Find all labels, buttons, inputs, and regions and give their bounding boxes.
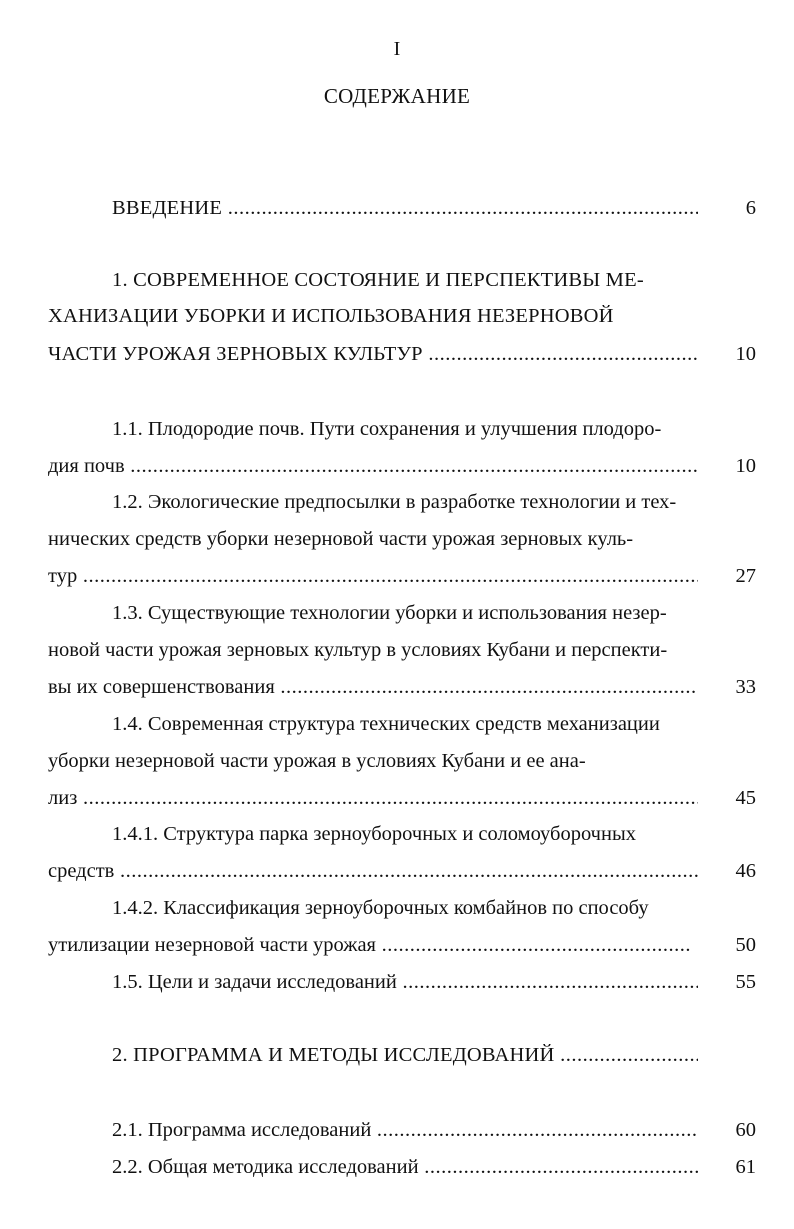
toc-entry-title: 2. ПРОГРАММА И МЕТОДЫ ИССЛЕДОВАНИЙ ..... — [112, 1040, 698, 1070]
toc-entry-title-line: 1.4.2. Классификация зерноуборочных комбайнов по способу — [112, 897, 649, 919]
toc-entry-title: средств ..... — [48, 856, 698, 886]
toc-entry-title-line: 1.4. Современная структура технических средств механизации — [112, 713, 660, 735]
toc-heading: СОДЕРЖАНИЕ — [323, 84, 471, 108]
toc-entry-title-line: 1.3. Существующие технологии уборки и использования незер- — [112, 602, 667, 624]
toc-entry-page: 33 — [735, 676, 756, 698]
toc-entry-title: 2.2. Общая методика исследований ..... — [112, 1152, 698, 1182]
toc-entry-title: ВВЕДЕНИЕ ..... — [112, 193, 698, 223]
toc-entry-page: 10 — [735, 343, 756, 365]
toc-entry-page: 55 — [735, 971, 756, 993]
toc-entry-title-line: нических средств уборки незерновой части урожая зерновых куль- — [48, 528, 634, 550]
page-number: I — [393, 38, 401, 60]
toc-entry-title: 1.5. Цели и задачи исследований ..... — [112, 967, 698, 997]
toc-entry-page: 6 — [745, 197, 756, 219]
toc-entry-page: 10 — [735, 455, 756, 477]
toc-entry-title-line: уборки незерновой части урожая в условиях Кубани и ее ана- — [48, 750, 586, 772]
toc-entry-title-line: 1. СОВРЕМЕННОЕ СОСТОЯНИЕ И ПЕРСПЕКТИВЫ МЕ- — [112, 269, 644, 291]
toc-entry-title: дия почв ..... — [48, 451, 698, 481]
toc-entry-title-line: 1.2. Экологические предпосылки в разработке технологии и тех- — [112, 491, 677, 513]
toc-entry-title-line: ХАНИЗАЦИИ УБОРКИ И ИСПОЛЬЗОВАНИЯ НЕЗЕРНОВОЙ — [48, 305, 614, 327]
toc-entry-title: вы их совершенствования ..... — [48, 672, 698, 702]
toc-entry-title-line: 1.4.1. Структура парка зерноуборочных и соломоуборочных — [112, 823, 636, 845]
toc-entry-title: утилизации незерновой части урожая ..... — [48, 930, 692, 960]
toc-entry-title: ЧАСТИ УРОЖАЯ ЗЕРНОВЫХ КУЛЬТУР ..... — [48, 339, 698, 369]
toc-entry-title: 2.1. Программа исследований ..... — [112, 1115, 698, 1145]
toc-entry-page: 61 — [735, 1156, 756, 1178]
toc-entry-title-line: 1.1. Плодородие почв. Пути сохранения и улучшения плодоро- — [112, 418, 662, 440]
toc-entry-page: 46 — [735, 860, 756, 882]
toc-entry-page: 60 — [735, 1119, 756, 1141]
toc-entry-page: 50 — [735, 934, 756, 956]
toc-entry-page: 27 — [735, 565, 756, 587]
toc-entry-title: лиз ..... — [48, 783, 698, 813]
toc-entry-page: 45 — [735, 787, 756, 809]
toc-entry-page — [712, 1040, 756, 1070]
toc-entry-title-line: новой части урожая зерновых культур в условиях Кубани и перспекти- — [48, 639, 668, 661]
toc-entry-title: тур ..... — [48, 561, 698, 591]
